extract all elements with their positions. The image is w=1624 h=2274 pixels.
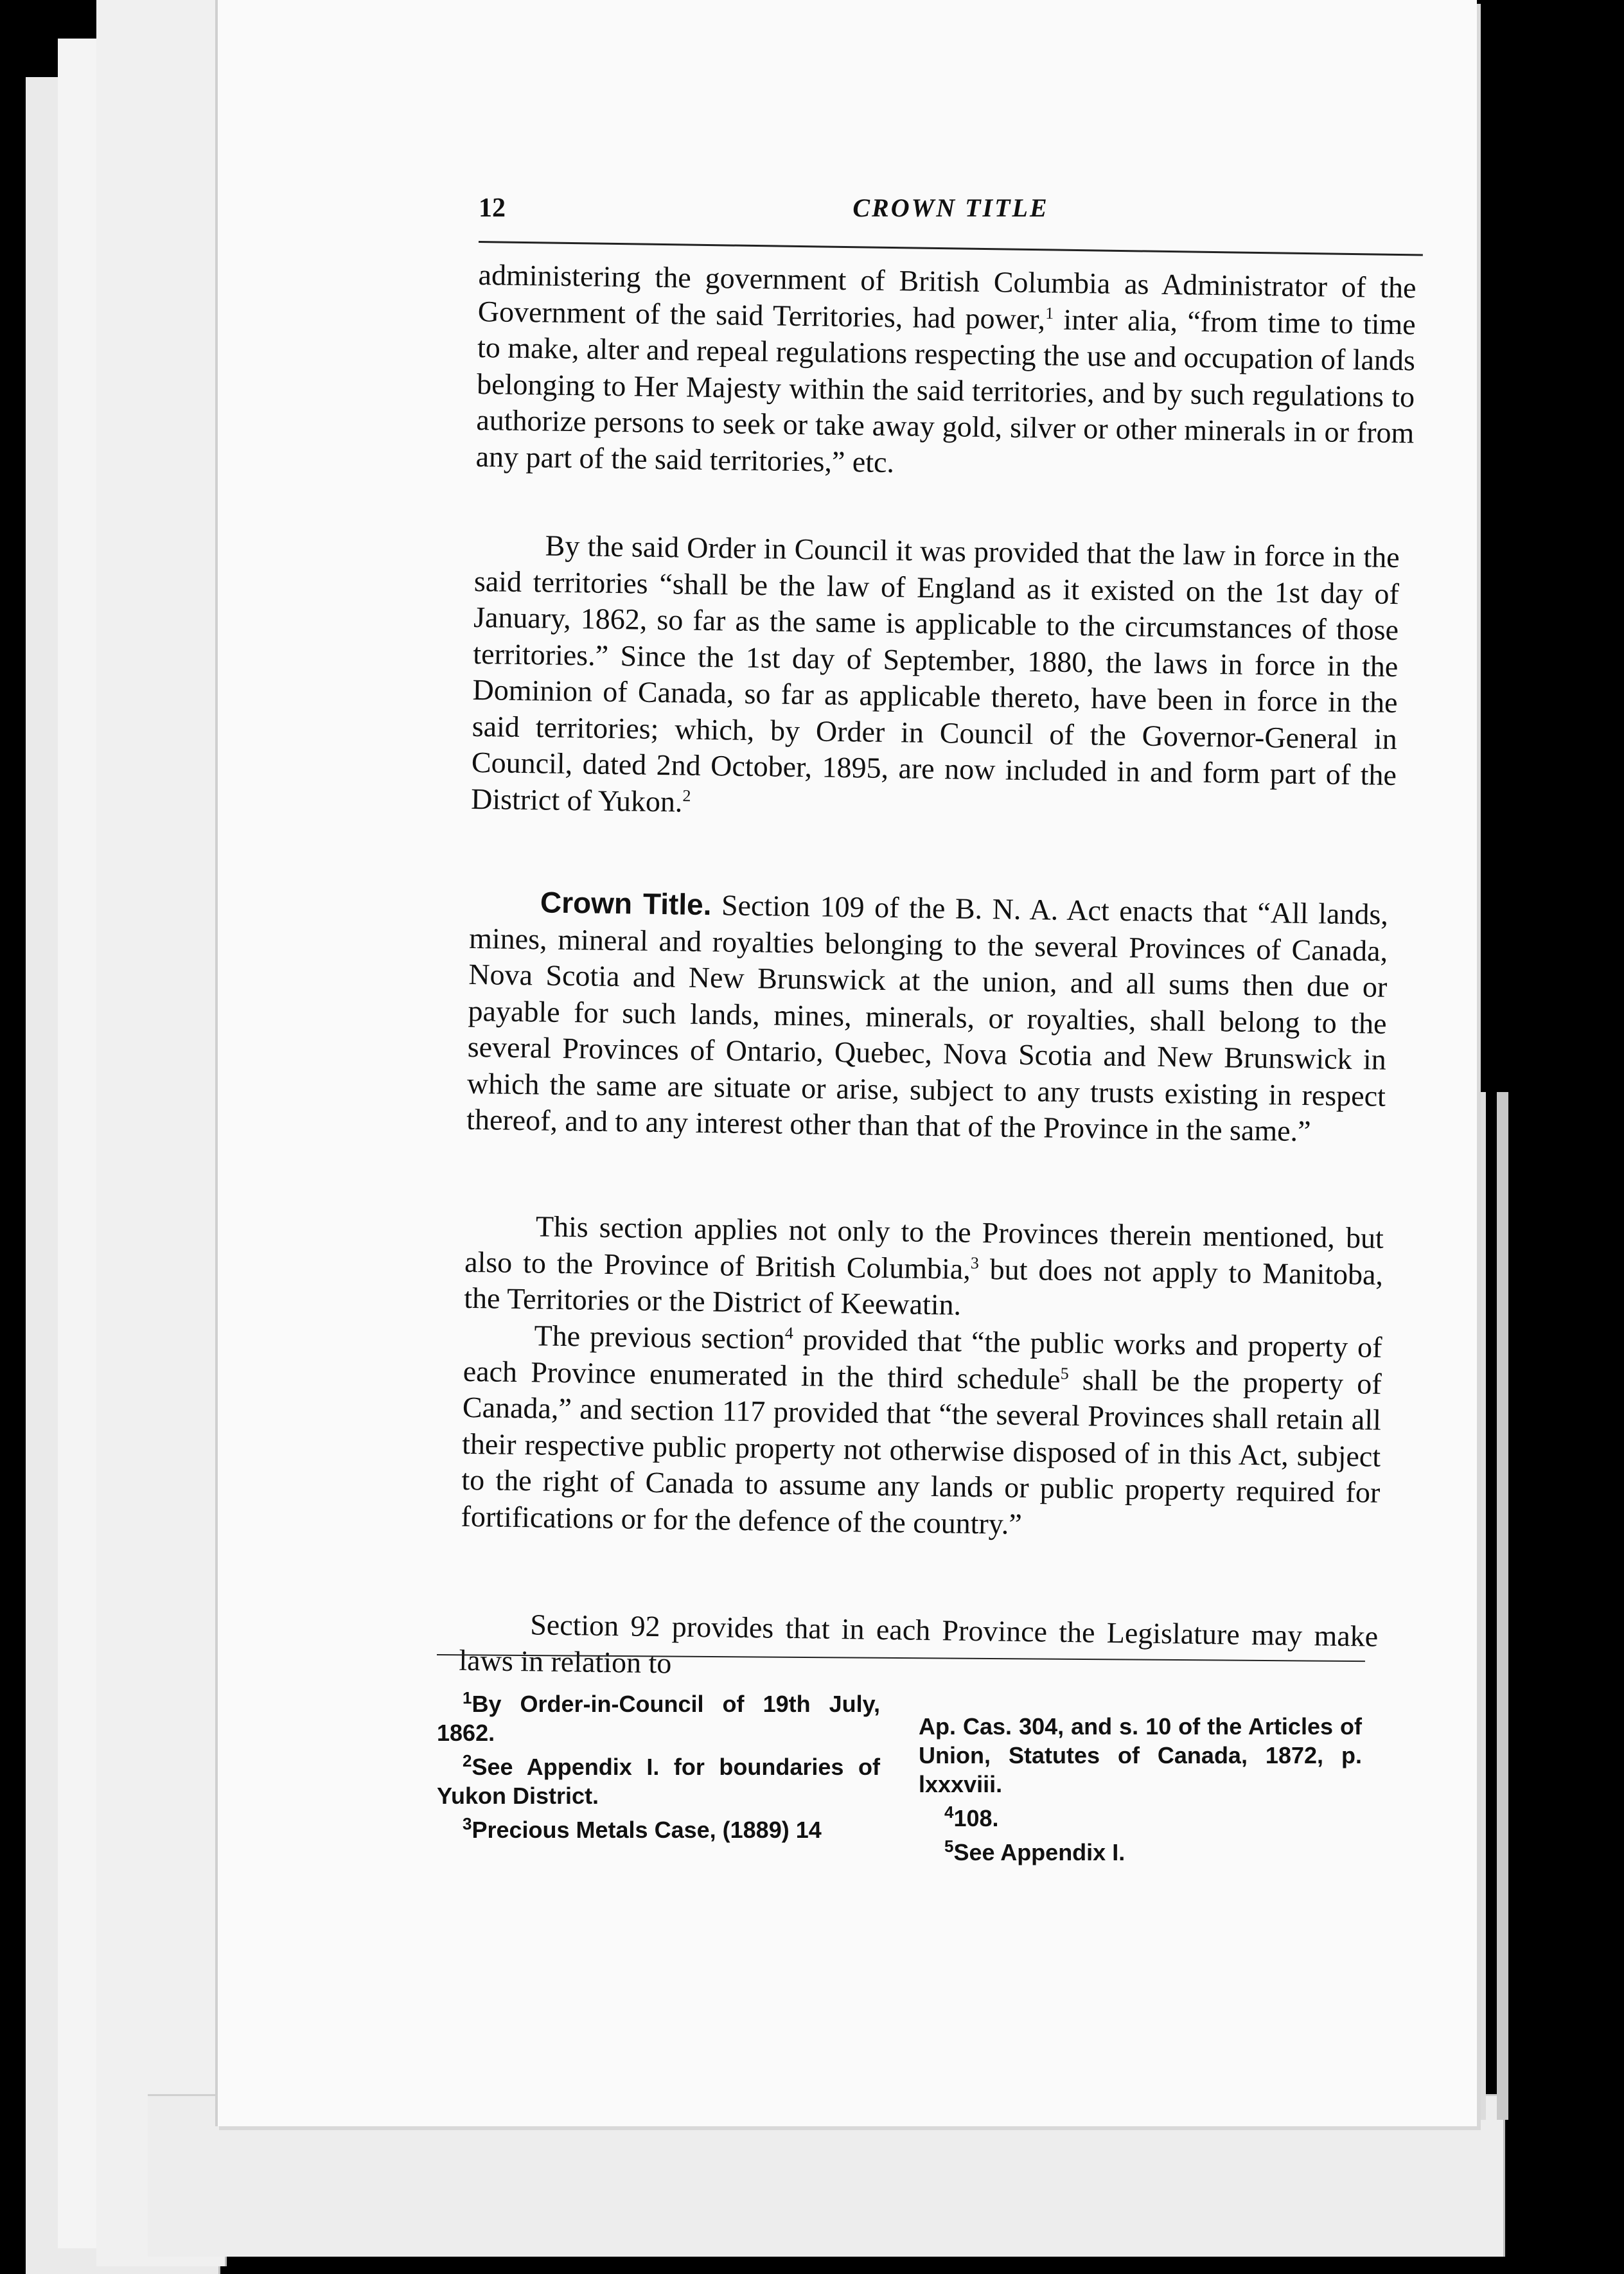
footnote-1 [437, 1689, 880, 1747]
torn-page-edge-right-2 [1497, 1092, 1508, 2120]
footnote-ref-1: 1 [1045, 303, 1054, 322]
footnote-1-text: By Order-in-Council of 19th July, 1862. [437, 1691, 880, 1746]
paragraph-6-text: Section 92 provides that in each Province the Legislature may make laws in relation to [459, 1608, 1379, 1679]
footnote-4-text: 108. [953, 1805, 999, 1831]
footnote-2-text: See Appendix I. for boundaries of Yukon District. [437, 1754, 880, 1809]
paragraph-3-text: Section 109 of the B. N. A. Act enacts that “All lands, mines, mineral and royalties belonging to the several Provinces of Canada, Nova Scotia and New Brunswick at the union, and all sums then due or payable for such lands, mines, minerals, or royalties, shall belong to the several Provinces of Ontario, Quebec, Nova Scotia and New Brunswick in which the same are situate or arise, subject to any trusts existing in respect thereof, and to any interest other than that of the Province in the same.” [466, 888, 1389, 1148]
footnote-2 [437, 1752, 880, 1810]
footnotes-left-column [437, 1689, 880, 1849]
footnote-3 [437, 1815, 880, 1844]
footnote-4-mark: 4 [944, 1802, 954, 1822]
footnote-5-mark: 5 [944, 1837, 954, 1856]
side-heading-crown-title: Crown Title. [540, 885, 712, 922]
footnotes-right-column [919, 1712, 1362, 1872]
paragraph-3 [466, 883, 1388, 1150]
footnote-ref-4: 4 [784, 1323, 794, 1343]
paragraph-5 [461, 1317, 1382, 1547]
footnote-4 [919, 1804, 1362, 1833]
paragraph-1-text-b: inter alia, “from time to time to make, alter and repeal regulations respecting the use and occupation of lands belonging to Her Majesty within the said territories, and by such regulations to authorize persons to seek or take away gold, silver or other minerals in or from any part of the said territories,” etc. [475, 303, 1417, 479]
footnote-3-continued-text: Ap. Cas. 304, and s. 10 of the Articles of Union, Statutes of Canada, 1872, p. lxxxviii. [919, 1713, 1362, 1797]
footnote-5 [919, 1838, 1362, 1867]
paragraph-2 [471, 527, 1400, 830]
footnote-ref-5: 5 [1060, 1363, 1069, 1383]
footnote-3-text: Precious Metals Case, (1889) 14 [472, 1817, 822, 1843]
footnote-2-mark: 2 [463, 1751, 472, 1770]
footnote-3-mark: 3 [463, 1814, 472, 1833]
paragraph-1 [475, 257, 1417, 488]
paragraph-6 [459, 1606, 1378, 1691]
footnote-ref-3: 3 [970, 1253, 980, 1273]
paragraph-4 [464, 1208, 1384, 1329]
paragraph-4-text-a: This section applies not only to the Provinces therein mentioned, but also to the Province of British Columbia, [464, 1210, 1384, 1285]
page-header [479, 193, 1423, 238]
page-number: 12 [479, 193, 506, 223]
footnote-5-text: See Appendix I. [953, 1839, 1125, 1865]
paragraph-5-text-a: The previous section [534, 1319, 786, 1355]
running-head: CROWN TITLE [852, 193, 1049, 222]
paragraph-5-text-c: shall be the property of Canada,” and section 117 provided that “the several Provinces shall retain all their respective public property not otherwise disposed of in this Act, subject to the right of Canada to assume any lands or public property required for fortifications or for the defence of the country.” [461, 1362, 1382, 1540]
paragraph-4-text-b: but does not apply to Manitoba, the Territories or the District of Keewatin. [464, 1252, 1384, 1321]
paragraph-1-text-a: administering the government of British Columbia as Administrator of the Government of the said Territories, had power, [477, 258, 1417, 335]
page-stack-edge-front [96, 0, 227, 2266]
footnote-3-continued [919, 1712, 1362, 1799]
paragraph-2-text: By the said Order in Council it was provided that the law in force in the said territories “shall be the law of England as it existed on the 1st day of January, 1862, so far as the same is applicable to the circumstances of those territories.” Since the 1st day of September, 1880, the laws in force in the Dominion of Canada, so far as applicable thereto, have been in force in the said territories; which, by Order in Council of the Governor-General in Council, dated 2nd October, 1895, are now included in and form part of the District of Yukon. [470, 529, 1400, 818]
footnote-ref-2: 2 [682, 786, 691, 805]
paragraph-5-text-b: provided that “the public works and property of each Province enumerated in the third schedule [463, 1323, 1382, 1396]
footnote-1-mark: 1 [463, 1688, 472, 1707]
